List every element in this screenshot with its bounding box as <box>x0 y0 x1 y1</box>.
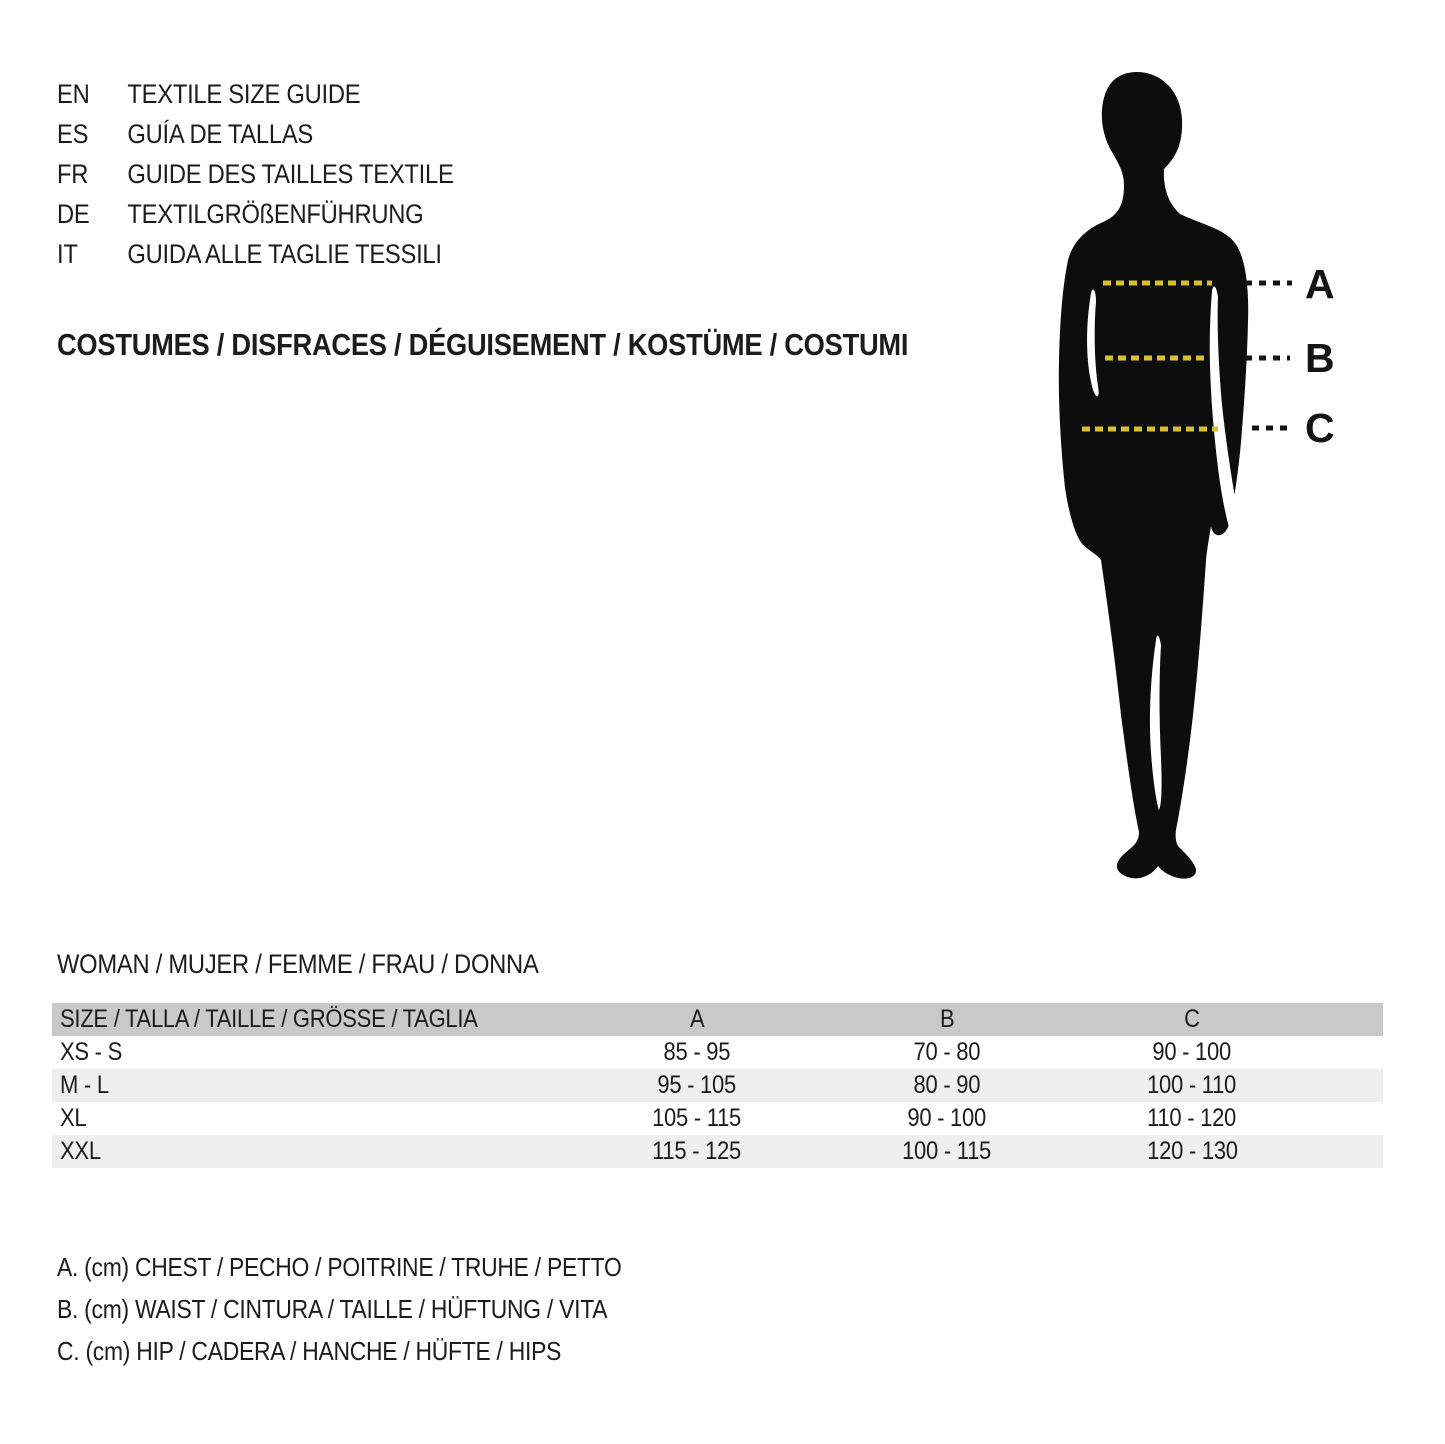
size-cell-text: XL <box>60 1104 87 1132</box>
size-column-header <box>52 1003 572 1036</box>
legend-item-hip-text: C. (cm) HIP / CADERA / HANCHE / HÜFTE / HIPS <box>57 1336 562 1366</box>
waist-range-cell <box>822 1036 1072 1069</box>
hip-range-cell <box>1072 1102 1312 1135</box>
legend-item-hip <box>57 1330 698 1372</box>
women-section-title-text: WOMAN / MUJER / FEMME / FRAU / DONNA <box>57 949 539 979</box>
hip-range-cell <box>1072 1036 1312 1069</box>
size-cell <box>52 1102 572 1135</box>
size-cell <box>52 1036 572 1069</box>
chest-label: A <box>1305 261 1335 307</box>
hip-range-text: 90 - 100 <box>1152 1038 1232 1066</box>
hip-range-text: 120 - 130 <box>1146 1137 1238 1165</box>
hip-range-text: 100 - 110 <box>1147 1071 1237 1099</box>
list-item <box>57 234 454 274</box>
size-column-header-text: SIZE / TALLA / TAILLE / GRÖSSE / TAGLIA <box>60 1005 478 1033</box>
size-table <box>52 1003 1383 1168</box>
size-cell-text: XS - S <box>60 1038 122 1066</box>
language-code: FR <box>57 159 89 189</box>
list-item <box>57 74 454 114</box>
chest-range-text: 105 - 115 <box>652 1104 742 1132</box>
waist-range-text: 90 - 100 <box>907 1104 987 1132</box>
category-title <box>57 326 1024 364</box>
legend-item-chest <box>57 1246 698 1288</box>
table-row <box>52 1036 1383 1069</box>
woman-silhouette-diagram <box>1000 60 1440 880</box>
guide-title: TEXTILGRÖßENFÜHRUNG <box>127 199 424 229</box>
chest-range-cell <box>572 1135 822 1168</box>
hip-range-text: 110 - 120 <box>1147 1104 1237 1132</box>
language-code: DE <box>57 199 90 229</box>
guide-title: GUIDE DES TAILLES TEXTILE <box>127 159 454 189</box>
chest-range-cell <box>572 1102 822 1135</box>
legend-item-waist-text: B. (cm) WAIST / CINTURA / TAILLE / HÜFTUNG / VITA <box>57 1294 608 1324</box>
list-item <box>57 194 454 234</box>
waist-range-text: 70 - 80 <box>913 1038 981 1066</box>
size-cell-text: M - L <box>60 1071 109 1099</box>
table-row <box>52 1069 1383 1102</box>
language-code: ES <box>57 119 89 149</box>
chest-range-cell <box>572 1036 822 1069</box>
women-section-title <box>57 946 604 982</box>
hip-label: C <box>1305 405 1335 451</box>
column-header-a <box>572 1003 822 1036</box>
size-table-header-row <box>52 1003 1383 1036</box>
hip-range-cell <box>1072 1135 1312 1168</box>
legend-item-chest-text: A. (cm) CHEST / PECHO / POITRINE / TRUHE / PETTO <box>57 1252 622 1282</box>
column-header-c-text: C <box>1184 1005 1200 1033</box>
language-title-list <box>57 74 508 274</box>
waist-range-cell <box>822 1135 1072 1168</box>
chest-range-text: 115 - 125 <box>652 1137 742 1165</box>
waist-range-cell <box>822 1069 1072 1102</box>
column-header-b <box>822 1003 1072 1036</box>
list-item <box>57 114 454 154</box>
column-header-b-text: B <box>939 1005 955 1033</box>
hip-range-cell <box>1072 1069 1312 1102</box>
waist-range-text: 80 - 90 <box>913 1071 981 1099</box>
waist-range-text: 100 - 115 <box>902 1137 992 1165</box>
list-item <box>57 154 454 194</box>
waist-label: B <box>1305 335 1335 381</box>
language-code: EN <box>57 79 90 109</box>
category-title-text: COSTUMES / DISFRACES / DÉGUISEMENT / KOSTÜME / COSTUMI <box>57 327 909 362</box>
table-row <box>52 1135 1383 1168</box>
guide-title: GUÍA DE TALLAS <box>127 119 313 149</box>
table-row <box>52 1102 1383 1135</box>
chest-range-text: 95 - 105 <box>657 1071 737 1099</box>
legend-item-waist <box>57 1288 698 1330</box>
size-cell <box>52 1135 572 1168</box>
guide-title: TEXTILE SIZE GUIDE <box>127 79 361 109</box>
chest-range-cell <box>572 1069 822 1102</box>
measurement-legend <box>57 1246 698 1372</box>
column-header-c <box>1072 1003 1312 1036</box>
chest-range-text: 85 - 95 <box>663 1038 731 1066</box>
waist-range-cell <box>822 1102 1072 1135</box>
column-header-a-text: A <box>689 1005 705 1033</box>
size-cell-text: XXL <box>60 1137 101 1165</box>
language-code: IT <box>57 239 78 269</box>
size-cell <box>52 1069 572 1102</box>
guide-title: GUIDA ALLE TAGLIE TESSILI <box>127 239 442 269</box>
